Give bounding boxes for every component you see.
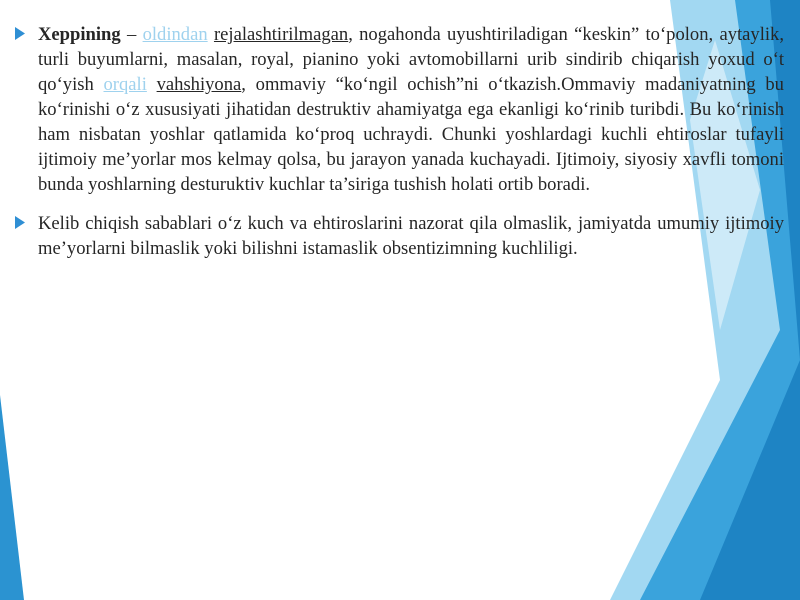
triangle-bullet-icon bbox=[14, 211, 38, 229]
word-rejalashtirilmagan: rejalashtirilmagan bbox=[213, 24, 349, 45]
triangle-bullet-icon bbox=[14, 22, 38, 40]
left-accent-shape bbox=[0, 395, 24, 600]
bullet-item-1 bbox=[14, 22, 784, 197]
paragraph-2: Kelib chiqish sabablari o‘z kuch va ehtiroslarini nazorat qila olmaslik, jamiyatda umumiy ijtimoiy me’yorlarni bilmaslik yoki bilishni istamaslik obsentizimning kuchliligi. bbox=[38, 213, 784, 259]
bullet-item-2 bbox=[14, 211, 784, 261]
slide-content bbox=[14, 22, 784, 275]
word-orqali: orqali bbox=[103, 74, 147, 95]
word-vahshiyona: vahshiyona bbox=[156, 74, 242, 95]
word-oldindan: oldindan bbox=[142, 24, 208, 45]
paragraph-1: Xeppining – oldindan rejalashtirilmagan, nogahonda uyushtiriladigan “keskin” to‘polon, aytaylik, turli buyumlarni, masalan, royal, pianino yoki avtomobillarni urib sindirib chiqarish yoxud o‘t qo‘yish orqali vahshiyona, ommaviy “ko‘ngil ochish”ni o‘tkazish.Ommaviy madaniyatning bu ko‘rinishi o‘z xususiyati jihatidan destruktiv ahamiyatga ega ekanligi ko‘rinib turibdi. Bu ko‘rinish ham nisbatan yoshlar qatlamida ko‘proq uchraydi. Chunki yoshlardagi kuchli ehtiroslar tufayli ijtimoiy me’yorlar mos kelmay qolsa, bu jarayon yanada kuchayadi. Ijtimoiy, siyosiy xavfli tomoni bunda yoshlarning desturuktiv kuchlar ta’siriga tushish holati ortib boradi. bbox=[38, 24, 784, 195]
term-heading: Xeppining bbox=[38, 24, 121, 45]
